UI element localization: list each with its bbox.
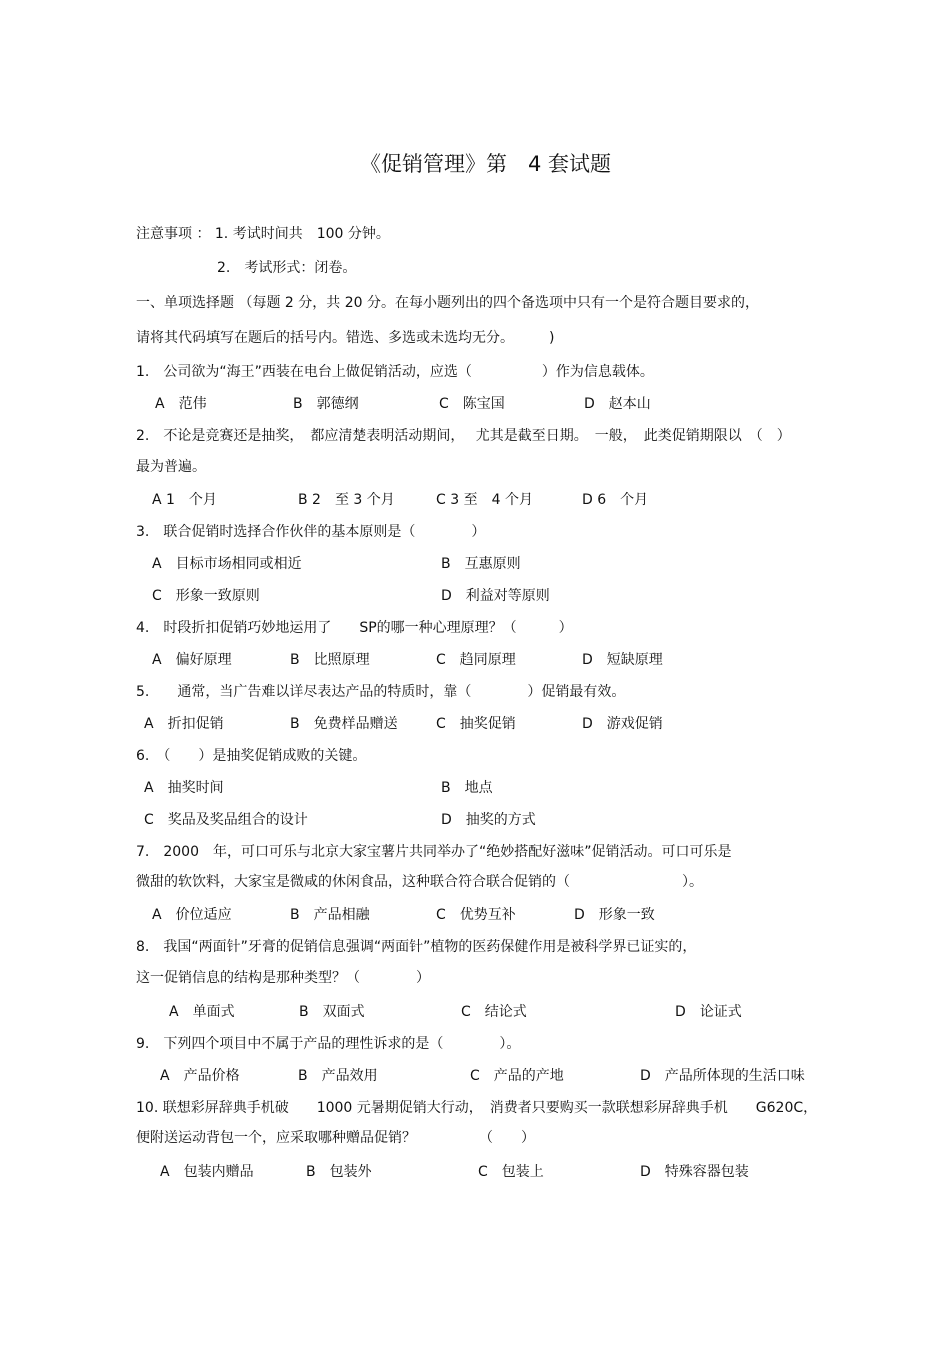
question-7-option-b: B 产品相融 bbox=[290, 907, 370, 923]
question-5-option-b: B 免费样品赠送 bbox=[290, 716, 398, 732]
question-5-option-c: C 抽奖促销 bbox=[436, 716, 516, 732]
question-4-option-a: A 偏好原理 bbox=[152, 652, 232, 668]
question-10-stem-line-1: 10. 联想彩屏辞典手机破 1000 元暑期促销大行动， 消费者只要购买一款联想彩屏辞典手机 G620C， bbox=[136, 1100, 818, 1116]
question-3-option-b: B 互惠原则 bbox=[441, 556, 521, 572]
question-6-option-a: A 抽奖时间 bbox=[144, 780, 224, 796]
question-7-stem-line-1: 7. 2000 年，可口可乐与北京大家宝薯片共同举办了“绝妙搭配好滋味”促销活动。可口可乐是 bbox=[136, 844, 732, 860]
question-5-option-d: D 游戏促销 bbox=[582, 716, 663, 732]
question-3-option-a: A 目标市场相同或相近 bbox=[152, 556, 302, 572]
question-3-option-c: C 形象一致原则 bbox=[152, 588, 260, 604]
question-1-option-b: B 郭德纲 bbox=[293, 396, 359, 412]
notes-line-2: 2. 考试形式：闭卷。 bbox=[217, 260, 357, 276]
question-9-option-c: C 产品的产地 bbox=[470, 1068, 564, 1084]
question-1-option-a: A 范伟 bbox=[155, 396, 207, 412]
question-2-option-b: B 2 至 3 个月 bbox=[298, 492, 395, 508]
question-8-stem-line-1: 8. 我国“两面针”牙膏的促销信息强调“两面针”植物的医药保健作用是被科学界已证实的， bbox=[136, 939, 697, 955]
question-9-option-b: B 产品效用 bbox=[298, 1068, 378, 1084]
question-2-option-a: A 1 个月 bbox=[152, 492, 217, 508]
question-1-stem: 1. 公司欲为“海王”西装在电台上做促销活动，应选（ ）作为信息载体。 bbox=[136, 364, 654, 380]
section-heading-line-1: 一、单项选择题 （每题 2 分，共 20 分。在每小题列出的四个备选项中只有一个是符合题目要求的， bbox=[136, 295, 759, 311]
question-8-option-a: A 单面式 bbox=[169, 1004, 235, 1020]
question-1-option-c: C 陈宝国 bbox=[439, 396, 505, 412]
question-2-option-d: D 6 个月 bbox=[582, 492, 649, 508]
question-5-option-a: A 折扣促销 bbox=[144, 716, 224, 732]
question-8-stem-line-2: 这一促销信息的结构是那种类型？（ ） bbox=[136, 970, 430, 986]
question-3-option-d: D 利益对等原则 bbox=[441, 588, 550, 604]
question-6-option-b: B 地点 bbox=[441, 780, 493, 796]
question-4-option-d: D 短缺原理 bbox=[582, 652, 663, 668]
question-10-option-a: A 包装内赠品 bbox=[160, 1164, 254, 1180]
question-10-stem-line-2: 便附送运动背包一个，应采取哪种赠品促销？ （ ） bbox=[136, 1130, 535, 1146]
question-7-stem-line-2: 微甜的软饮料，大家宝是微咸的休闲食品，这种联合符合联合促销的（ ）。 bbox=[136, 874, 703, 890]
page-title: 《促销管理》第 4 套试题 bbox=[360, 152, 612, 176]
question-4-option-c: C 趋同原理 bbox=[436, 652, 516, 668]
question-2-stem-line-2: 最为普遍。 bbox=[136, 459, 206, 475]
question-8-option-b: B 双面式 bbox=[299, 1004, 365, 1020]
question-9-option-d: D 产品所体现的生活口味 bbox=[640, 1068, 805, 1084]
question-2-stem-line-1: 2. 不论是竞赛还是抽奖， 都应清楚表明活动期间， 尤其是截至日期。 一般， 此类促销期限以 （ ） bbox=[136, 428, 791, 444]
question-7-option-a: A 价位适应 bbox=[152, 907, 232, 923]
question-3-stem: 3. 联合促销时选择合作伙伴的基本原则是（ ） bbox=[136, 524, 486, 540]
question-8-option-c: C 结论式 bbox=[461, 1004, 527, 1020]
question-8-option-d: D 论证式 bbox=[675, 1004, 742, 1020]
question-6-option-c: C 奖品及奖品组合的设计 bbox=[144, 812, 308, 828]
question-4-stem: 4. 时段折扣促销巧妙地运用了 SP的哪一种心理原理？（ ） bbox=[136, 620, 573, 636]
question-5-stem: 5. 通常，当广告难以详尽表达产品的特质时，靠（ ）促销最有效。 bbox=[136, 684, 626, 700]
question-6-option-d: D 抽奖的方式 bbox=[441, 812, 536, 828]
question-2-option-c: C 3 至 4 个月 bbox=[436, 492, 533, 508]
question-6-stem: 6. （ ）是抽奖促销成败的关键。 bbox=[136, 748, 367, 764]
question-10-option-d: D 特殊容器包装 bbox=[640, 1164, 749, 1180]
question-1-option-d: D 赵本山 bbox=[584, 396, 651, 412]
question-4-option-b: B 比照原理 bbox=[290, 652, 370, 668]
notes-line-1: 注意事项 ： 1. 考试时间共 100 分钟。 bbox=[136, 226, 390, 242]
question-7-option-c: C 优势互补 bbox=[436, 907, 516, 923]
section-heading-line-2: 请将其代码填写在题后的括号内。错选、多选或未选均无分。 ) bbox=[136, 330, 555, 346]
question-7-option-d: D 形象一致 bbox=[574, 907, 655, 923]
question-9-option-a: A 产品价格 bbox=[160, 1068, 240, 1084]
question-10-option-b: B 包装外 bbox=[306, 1164, 372, 1180]
question-10-option-c: C 包装上 bbox=[478, 1164, 544, 1180]
question-9-stem: 9. 下列四个项目中不属于产品的理性诉求的是（ ）。 bbox=[136, 1036, 521, 1052]
